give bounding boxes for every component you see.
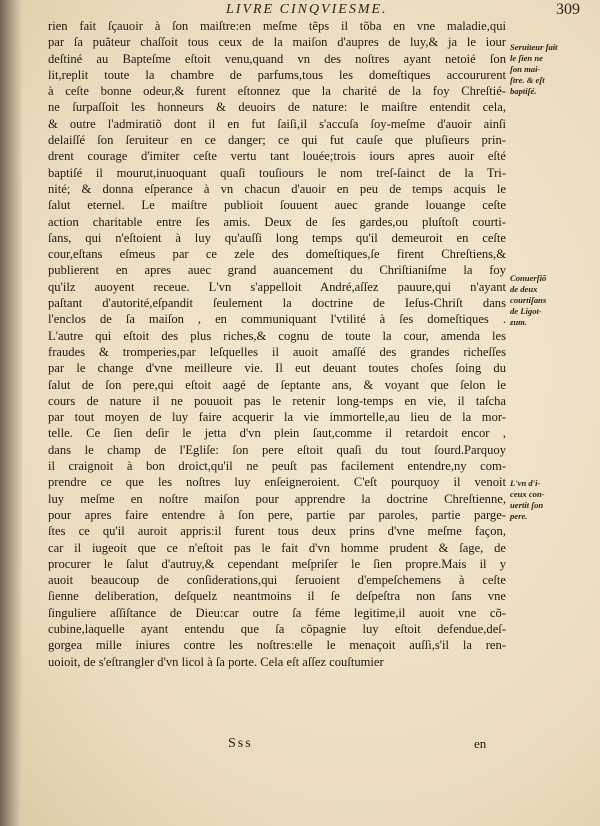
- margin-note-line: Conuerſiõ: [510, 273, 547, 283]
- text-line: à ceſte bonne odeur,& furent eſtonnez que la charité de la foy Chreſtié-: [48, 84, 506, 99]
- body-text: [48, 18, 506, 670]
- text-line: car il iugeoit que ce n'eſtoit pas le fait d'vn homme prudent & ſage, de: [48, 540, 506, 555]
- text-line: nité; & donna eſperance à vn chacun d'auoir en peu de temps acquis le: [48, 181, 506, 196]
- margin-note-line: Seruiteur fait: [510, 42, 558, 52]
- text-line: cubine,laquelle ayant entendu que ſa cõpagnie luy eſtoit defendue,deſ-: [48, 621, 506, 636]
- text-line: baptiſé il mourut,inuoquant quaſi touſiours le nom treſ-ſainct de la Tri-: [48, 165, 506, 180]
- margin-note-line: L'vn d'i-: [510, 478, 541, 488]
- text-line: par le change d'vne meilleure vie. Il eut deuant toutes choſes ſoing du: [48, 361, 506, 376]
- text-line: rien fait ſçauoir à ſon maiſtre:en meſme tẽps il tõba en vne maladie,qui: [48, 19, 506, 33]
- text-line: publierent en apres auec grand auancement du Chriſtianiſme la foy: [48, 263, 506, 278]
- text-line: par ſa puãteur chaſſoit tous ceux de la maiſon d'aupres de luy,& ja le iour: [48, 35, 506, 50]
- signature-mark: Sss: [228, 736, 253, 751]
- margin-note: [510, 273, 596, 328]
- margin-note: [510, 42, 596, 97]
- text-line: cour,eſtans eſmeus par ce zele des domeſtiques,ſe firent Chreſtiens,&: [48, 247, 506, 262]
- text-line: paſtant d'autorité,eſpandit ſeulement la doctrine de Ieſus-Chriſt dans: [48, 296, 506, 311]
- text-line: lit,replit toute la chambre de parfums,tous les domeſtiques accoururent: [48, 67, 506, 82]
- text-line: l'enclos de ſa maiſon , en communiquant l'vtilité à ſes domeſtiques .: [48, 312, 506, 327]
- text-line: il craignoit à bon droict,qu'il ne peuſt pas facilement entendre,ny com-: [48, 459, 506, 474]
- text-line: ſtes ce qu'il auroit appris:il furent tous deux prins d'vne meſme façon,: [48, 524, 506, 539]
- text-line: procurer le ſalut d'autruy,& cependant meſpriſer le ſien propre.Mais il y: [48, 556, 506, 571]
- text-line: pour apres faire entendre à ſon pere, partie par paroles, partie parge-: [48, 507, 506, 522]
- text-line: drent courage d'imiter ceſte vertu tant louée;trois iours apres auoir eſté: [48, 149, 506, 164]
- text-line: qu'ilz auoyent receue. L'vn s'appelloit André,aſſez pauure,qui n'ayant: [48, 279, 506, 294]
- margin-note-line: baptiſé.: [510, 86, 537, 96]
- text-line: ſalut de ſon pere,qui eſtoit aagé de ſeptante ans, & voyant que ſelon le: [48, 377, 506, 392]
- margin-note-line: de deux: [510, 284, 538, 294]
- margin-note-line: de Ligot-: [510, 306, 542, 316]
- margin-note-line: pere.: [510, 511, 528, 521]
- text-line: ſans, qui n'eſtoient à luy qu'auſſi long temps qu'il demeuroit en ceſte: [48, 230, 506, 245]
- text-line: prendre ce que les noſtres luy enſeigneroient. C'eſt pourquoy il venoit: [48, 475, 506, 490]
- margin-note: [510, 478, 596, 522]
- text-line: cours de nature il ne pouuoit pas le retenir long-temps en vie, il taſcha: [48, 393, 506, 408]
- running-head: LIVRE CINQVIESME.: [226, 2, 388, 17]
- text-line: deſtiné au Bapteſme eſtoit venu,quand vn des noſtres ayant netoié ſon: [48, 51, 506, 66]
- text-line: & outre l'admiratiõ dont il en fut ſaiſi,il s'accuſa ſoy-meſme d'auoir ainſi: [48, 116, 506, 131]
- text-line: luy meſme en noſtre maiſon pour apprendre la doctrine Chreſtienne,: [48, 491, 506, 506]
- margin-note-line: ſtre. & eſt: [510, 75, 545, 85]
- text-line: ſalut eternel. Le maiſtre publioit ſouuent auec grande louange ceſte: [48, 198, 506, 213]
- text-line: auoit beaucoup de conſiderations,qui ſeruoient d'empeſchemens à ceſte: [48, 573, 506, 588]
- text-line: fraudes & tromperies,par leſquelles il auoit amaſſé des grandes richeſſes: [48, 344, 506, 359]
- text-line: par tout moyen de luy faire acquerir la vie immortelle,au lieu de la mor-: [48, 410, 506, 425]
- margin-note-line: le ſien ne: [510, 53, 543, 63]
- catchword: en: [474, 736, 487, 751]
- text-line: ſienne deliberation, deſquelz neantmoins il ſe deſpeſtra non ſans vne: [48, 589, 506, 604]
- text-line: ſinguliere aſſiſtance de Dieu:car outre ſa féme legitime,il auoit vne cõ-: [48, 605, 506, 620]
- margin-note-line: ceux con-: [510, 489, 545, 499]
- text-line: telle. Ce ſien deſir le jetta d'vn plein ſaut,comme il retardoit encor ,: [48, 426, 506, 441]
- page-number: 309: [556, 1, 580, 18]
- text-line: uoioit, de s'eſtrangler d'vn licol à ſa porte. Cela eſt aſſez couſtumier: [48, 654, 384, 669]
- page-gutter-shadow: [0, 0, 22, 826]
- text-line: dans le champ de l'Egliſe: ſon pere eſtoit quaſi du tout ſourd.Parquoy: [48, 442, 506, 457]
- text-line: action charitable entre ſes amis. Deux de ſes gardes,ou pluſtoſt courti-: [48, 214, 506, 229]
- margin-note-line: ſon mai-: [510, 64, 541, 74]
- text-line: gorgea mille iniures contre les noſtres:elle le menaçoit auſſi,s'il la ren-: [48, 638, 506, 653]
- text-line: delaiſſé ſon ſeruiteur en ce danger; ce qui fut cauſe que pluſieurs prin-: [48, 133, 506, 148]
- margin-note-line: zum.: [510, 317, 527, 327]
- margin-note-line: courtiſans: [510, 295, 547, 305]
- text-line: ne ſurpaſſoit les honneurs & deuoirs de nature: le maiſtre entendit cela,: [48, 100, 506, 115]
- text-line: L'autre qui eſtoit des plus riches,& cognu de toute la cour, amenda les: [48, 328, 506, 343]
- margin-note-line: uertit ſon: [510, 500, 544, 510]
